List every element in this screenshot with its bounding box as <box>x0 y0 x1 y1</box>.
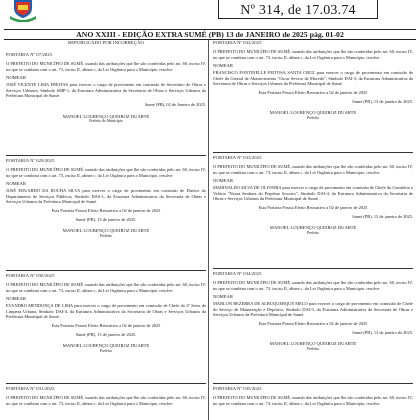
action-label: NOMEAR <box>6 75 26 81</box>
retroactive-effect: Esta Portaria Possui Efeito Retroativo a 02 de janeiro de 2025 <box>258 204 368 210</box>
retroactive-effect: Esta Portaria Possui Efeito Retroativo a 02 de janeiro de 2025 <box>51 207 161 213</box>
left-column <box>6 40 206 420</box>
right-column <box>213 40 413 420</box>
column-divider <box>208 40 209 420</box>
action-label: NOMEAR <box>213 63 233 69</box>
section-rule <box>6 155 206 156</box>
portaria-029-block <box>6 158 206 238</box>
portaria-body: JOSÉ EDUARDO DA ROCHA SILVA para exercer o cargo de provimento em comissão de Diretor do Departamento de Serviços Públicos, Símbolo DAS-1, da Estrutura Administrativa da Secretaria de Obras e Serviços Urbanos da Prefeitura Municipal de Sumé. <box>6 188 206 205</box>
portaria-031-block <box>6 386 206 406</box>
signer-name: MANOEL LOURENÇO QUEIROZ DUARTE <box>62 228 150 234</box>
signer-role: Prefeito <box>306 230 320 235</box>
section-rule <box>213 383 413 384</box>
portaria-title: PORTARIA Nº 029/2025 <box>6 158 55 163</box>
retroactive-effect: Esta Portaria Possui Efeito Retroativo a 02 de janeiro de 2025 <box>258 320 368 326</box>
action-label: NOMEAR <box>6 296 26 302</box>
portaria-body: FRANCISCO FONTINELLE FEITOSA SANTA CRUZ para exercer o cargo de provimento em comissão de Chefe da Central de Abastecimento "Oscar Severo de Macedo", Símbolo DAI-3, da Estrutura Administrativa da Secretaria de Obras e Serviços Urbanos da Prefeitura Municipal de Sumé. <box>213 70 413 87</box>
portaria-intro: O PREFEITO DO MUNICÍPIO DE SUMÉ, usando das atribuições que lhe são conferidas pelo art. 60, inciso IV, no que se combina com o art. 73, inciso II, alínea c, da Lei Orgânica para o Município, resolve: <box>6 282 206 293</box>
portaria-title: PORTARIA Nº 032/2025 <box>213 40 262 45</box>
edition-header-bar: ANO XXIII - EDIÇÃO EXTRA SUMÉ (PB) 13 de JANEIRO de 2025 pág. 01-02 <box>4 29 416 40</box>
portaria-date: Sumé (PB), 13 de janeiro de 2025. <box>75 331 137 337</box>
retroactive-effect: Esta Portaria Possui Efeito Retroativo a 02 de janeiro de 2025 <box>258 89 368 95</box>
portaria-intro: O PREFEITO DO MUNICÍPIO DE SUMÉ, usando das atribuições que lhe são conferidas pelo art. 60, inciso IV, no que se combina com o art. 73, inciso II, alínea c, da Lei Orgânica para o Município, resolve: <box>213 49 413 60</box>
portaria-title: PORTARIA Nº 031/2025 <box>6 386 55 391</box>
action-label: NOMEAR <box>6 181 26 187</box>
portaria-body: MARLON BEZERRA DE ALBUQUERQUE MELO para exercer o cargo de provimento em comissão de Chefe do Serviço de Manutenção e Depósito, Símbolo DAI-3, da Estrutura Administrativa da Secretaria de Obras e Serviços Urbanos da Prefeitura Municipal de Sumé. <box>213 301 413 318</box>
signer-name: MANOEL LOURENÇO QUEIROZ DUARTE <box>269 110 357 116</box>
section-rule <box>213 268 413 269</box>
portaria-title: PORTARIA Nº 034/2025 <box>213 271 262 276</box>
portaria-title: PORTARIA Nº 07/2025 <box>6 52 53 57</box>
portaria-033-block <box>213 155 413 235</box>
portaria-date: Sumé (PB), 02 de Janeiro de 2025. <box>144 101 206 107</box>
portaria-title: PORTARIA Nº 033/2025 <box>213 155 262 160</box>
portaria-034-block <box>213 271 413 351</box>
portaria-030-block <box>6 273 206 353</box>
section-rule <box>213 152 413 153</box>
municipal-coat-of-arms-icon <box>8 0 38 22</box>
portaria-035-block <box>213 386 413 406</box>
action-label: NOMEAR <box>213 178 233 184</box>
portaria-body: JOSÉ VICENTE LIMA FREITAS para exercer o cargo de provimento em comissão de Secretário de Obras e Serviços Urbanos, Símbolo SMP-1, da Estrutura Administrativa da Secretaria de Obras e Serviços Urbanos da Prefeitura Municipal de Sumé. <box>6 82 206 99</box>
signer-name: MANOEL LOURENÇO QUEIROZ DUARTE <box>62 343 150 349</box>
signer-name: MANOEL LOURENÇO QUEIROZ DUARTE <box>62 113 150 119</box>
republished-notice: REPUBLICADO POR INCORREÇÃO <box>68 40 144 45</box>
signer-role: Prefeito do Município <box>89 118 123 123</box>
portaria-title: PORTARIA Nº 035/2025 <box>213 386 262 391</box>
signer-name: MANOEL LOURENÇO QUEIROZ DUARTE <box>269 341 357 347</box>
portaria-date: Sumé (PB), 13 de janeiro de 2025. <box>75 216 137 222</box>
portaria-body: MARINALDO SILVA DE OLIVEIRA para exercer o cargo de provimento em comissão de Chefe do Cemitério e Velório "Nossa Senhora do Perpétuo Socorro", Símbolo DAI-4, da Estrutura Administrativa da Secretaria de Obras e Serviços Urbanos da Prefeitura Municipal de Sumé. <box>213 185 413 202</box>
portaria-intro: O PREFEITO DO MUNICÍPIO DE SUMÉ, usando das atribuições que lhe são conferidas pelo art. 60, inciso IV, no que se combina com o art. 73, inciso II, alínea c, da Lei Orgânica para o Município, resolve: <box>213 395 413 406</box>
portaria-date: Sumé (PB), 13 de janeiro de 2025. <box>352 213 413 219</box>
portaria-body: EVANDRO MENDONÇA DE LIMA para exercer o cargo de provimento em comissão de Chefe do 2º Setor de Limpeza Urbana, Símbolo DAI-4, da Estrutura Administrativa da Secretaria de Obras e Serviços Urbanos da Prefeitura Municipal de Sumé. <box>6 303 206 320</box>
signer-name: MANOEL LOURENÇO QUEIROZ DUARTE <box>269 225 357 231</box>
law-reference-box: Nº 314, de 17.03.74 <box>218 0 378 19</box>
section-rule <box>6 270 206 271</box>
masthead <box>0 0 420 30</box>
signer-role: Prefeito <box>306 346 320 351</box>
signer-role: Prefeito <box>99 348 113 353</box>
portaria-date: Sumé (PB), 13 de janeiro de 2025. <box>352 98 413 104</box>
portaria-intro: O PREFEITO DO MUNICÍPIO DE SUMÉ, usando das atribuições que lhe são conferidas pelo art. 60, inciso IV, no que se combina com o art. 73, inciso II, alínea c, da Lei Orgânica para o Município, resolve: <box>6 395 206 406</box>
portaria-032-block <box>213 40 413 120</box>
portaria-intro: O PREFEITO DO MUNICÍPIO DE SUMÉ, usando das atribuições que lhe são conferidas pelo art. 60, inciso IV, no que se combina com o art. 73, inciso II, alínea c, da Lei Orgânica para o Município, resolve: <box>6 61 206 72</box>
action-label: NOMEAR <box>213 294 233 300</box>
portaria-intro: O PREFEITO DO MUNICÍPIO DE SUMÉ, usando das atribuições que lhe são conferidas pelo art. 60, inciso IV, no que se combina com o art. 73, inciso II, alínea c, da Lei Orgânica para o Município, resolve: <box>213 164 413 175</box>
portaria-date: Sumé (PB), 13 de janeiro de 2025. <box>352 329 413 335</box>
signer-role: Prefeito <box>306 115 320 120</box>
portaria-title: PORTARIA Nº 030/2025 <box>6 273 55 278</box>
signer-role: Prefeito <box>99 233 113 238</box>
retroactive-effect: Esta Portaria Possui Efeito Retroativo a 02 de janeiro de 2025 <box>51 322 161 328</box>
portaria-intro: O PREFEITO DO MUNICÍPIO DE SUMÉ, usando das atribuições que lhe são conferidas pelo art. 60, inciso IV, no que se combina com o art. 73, inciso II, alínea c, da Lei Orgânica para o Município, resolve: <box>6 167 206 178</box>
portaria-intro: O PREFEITO DO MUNICÍPIO DE SUMÉ, usando das atribuições que lhe são conferidas pelo art. 60, inciso IV, no que se combina com o art. 73, inciso II, alínea c, da Lei Orgânica para o Município, resolve: <box>213 280 413 291</box>
portaria-07-block <box>6 40 206 124</box>
section-rule <box>6 383 206 384</box>
